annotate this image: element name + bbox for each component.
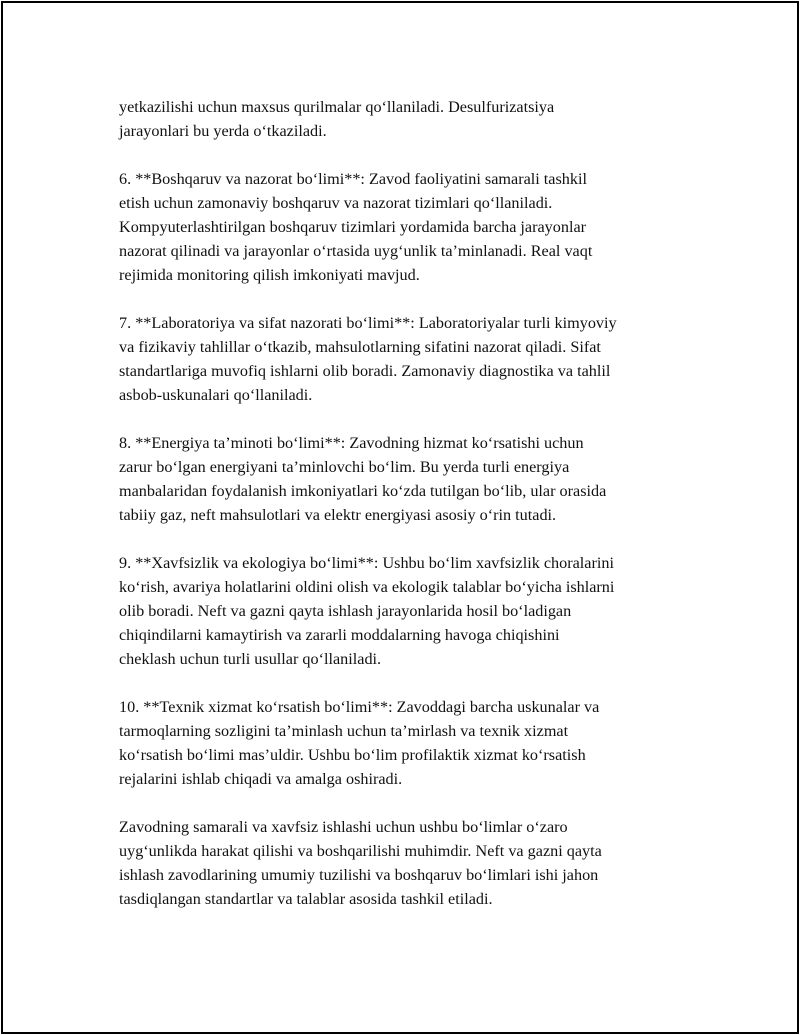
paragraph-section-10-maintenance: 10. **Texnik xizmat ko‘rsatish bo‘limi**: Zavoddagi barcha uskunalar va tarmoqlarning sozligini ta’minlash uchun ta’mirlash va texnik xizmat ko‘rsatish bo‘limi mas’uldir. Ushbu bo‘lim profilaktik xizmat ko‘rsatish rejalarini ishlab chiqadi va amalga oshiradi. [119, 698, 600, 788]
paragraph-section-9-safety: 9. **Xavfsizlik va ekologiya bo‘limi**: Ushbu bo‘lim xavfsizlik choralarini ko‘rish, avariya holatlarini oldini olish va ekologik talablar bo‘yicha ishlarni olib boradi. Neft va gazni qayta ishlash jarayonlarida hosil bo‘ladigan chiqindilarni kamaytirish va zararli moddalarning havoga chiqishini cheklash uchun turli usullar qo‘llaniladi. [119, 554, 615, 668]
paragraph-section-6-management: 6. **Boshqaruv va nazorat bo‘limi**: Zavod faoliyatini samarali tashkil etish uchun zamonaviy boshqaruv va nazorat tizimlari qo‘llaniladi. Kompyuterlashtirilgan boshqaruv tizimlari yordamida barcha jarayonlar nazorat qilinadi va jarayonlar o‘rtasida uyg‘unlik ta’minlanadi. Real vaqt rejimida monitoring qilish imkoniyati mavjud. [119, 170, 593, 284]
document-body [119, 95, 699, 935]
paragraph-intro-continuation: yetkazilishi uchun maxsus qurilmalar qo‘llaniladi. Desulfurizatsiya jarayonlari bu yerda o‘tkaziladi. [119, 98, 555, 140]
paragraph-section-8-energy: 8. **Energiya ta’minoti bo‘limi**: Zavodning hizmat ko‘rsatishi uchun zarur bo‘lgan energiyani ta’minlovchi bo‘lim. Bu yerda turli energiya manbalaridan foydalanish imkoniyatlari ko‘zda tutilgan bo‘lib, ular orasida tabiiy gaz, neft mahsulotlari va elektr energiyasi asosiy o‘rin tutadi. [119, 434, 607, 524]
page-frame [1, 1, 799, 1034]
paragraph-conclusion: Zavodning samarali va xavfsiz ishlashi uchun ushbu bo‘limlar o‘zaro uyg‘unlikda harakat qilishi va boshqarilishi muhimdir. Neft va gazni qayta ishlash zavodlarining umumiy tuzilishi va boshqaruv bo‘limlari ishi jahon tasdiqlangan standartlar va talablar asosida tashkil etiladi. [119, 818, 602, 908]
paragraph-section-7-laboratory: 7. **Laboratoriya va sifat nazorati bo‘limi**: Laboratoriyalar turli kimyoviy va fizikaviy tahlillar o‘tkazib, mahsulotlarning sifatini nazorat qiladi. Sifat standartlariga muvofiq ishlarni olib boradi. Zamonaviy diagnostika va tahlil asbob-uskunalari qo‘llaniladi. [119, 314, 617, 404]
